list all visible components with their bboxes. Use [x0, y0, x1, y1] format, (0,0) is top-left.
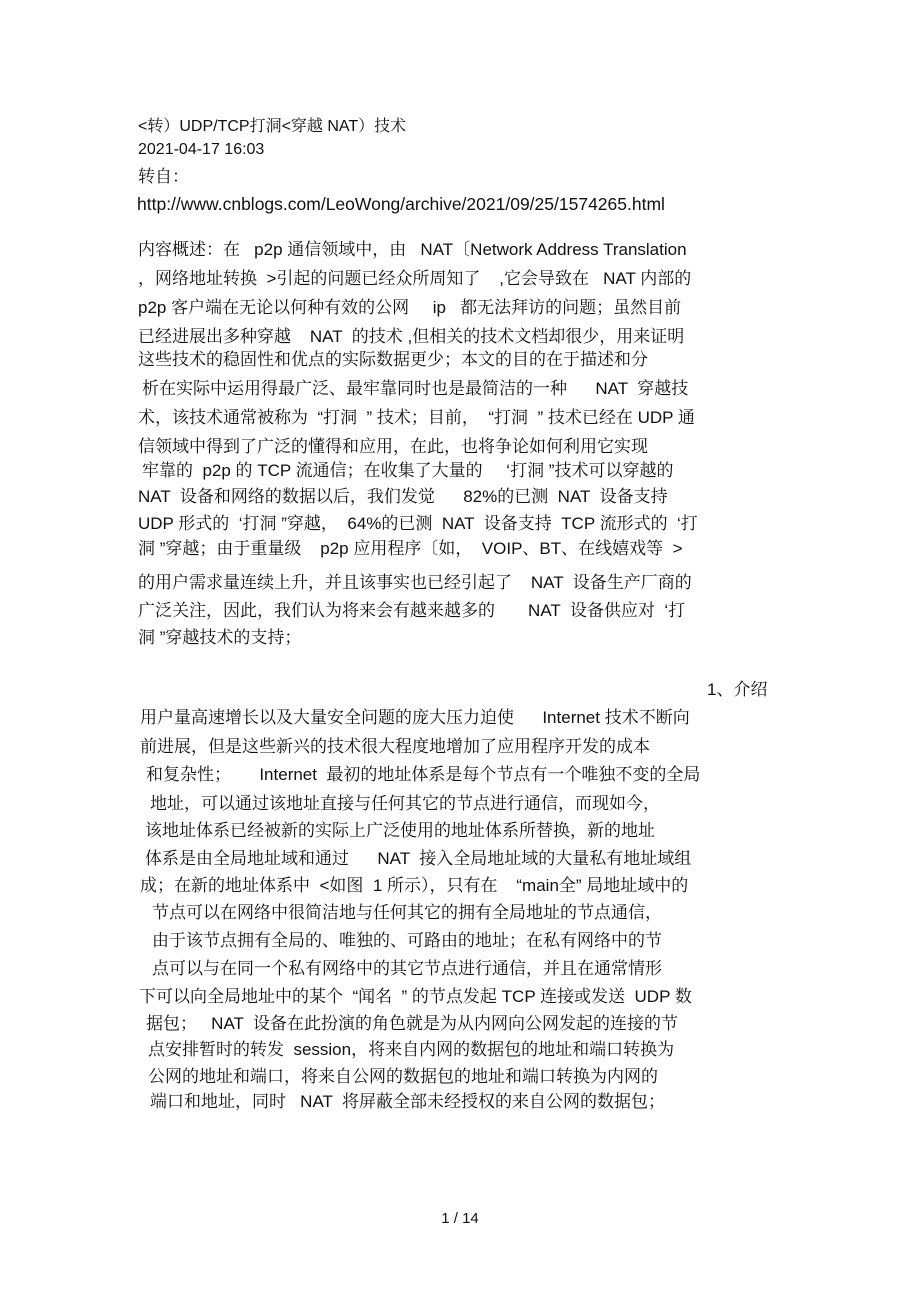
text-line: 点安排暂时的转发 session，将来自内网的数据包的地址和端口转换为 — [148, 1040, 675, 1059]
text-line: 用户量高速增长以及大量安全问题的庞大压力迫使 Internet 技术不断向 — [140, 708, 690, 727]
text-line: 点可以与在同一个私有网络中的其它节点进行通信，并且在通常情形 — [152, 959, 662, 978]
text-line: 析在实际中运用得最广泛、最牢靠同时也是最简洁的一种 NAT 穿越技 — [142, 379, 689, 398]
text-line: 地址，可以通过该地址直接与任何其它的节点进行通信，而现如今， — [150, 794, 660, 813]
text-line: 端口和地址，同时 NAT 将屏蔽全部未经授权的来自公网的数据包； — [150, 1092, 666, 1111]
source-label: 转自： — [138, 167, 189, 186]
text-line: 内容概述：在 p2p 通信领域中，由 NAT〔Network Address Translation — [138, 240, 687, 259]
text-line: 已经进展出多种穿越 NAT 的技术 ,但相关的技术文档却很少，用来证明 — [138, 327, 685, 346]
text-line: 广泛关注，因此，我们认为将来会有越来越多的 NAT 设备供应对 ‘打 — [138, 601, 686, 620]
text-line: 节点可以在网络中很简洁地与任何其它的拥有全局地址的节点通信， — [152, 903, 662, 922]
text-line: 该地址体系已经被新的实际上广泛使用的地址体系所替换，新的地址 — [145, 821, 655, 840]
text-line: 术，该技术通常被称为 “打洞 ” 技术；目前， “打洞 ” 技术已经在 UDP 通 — [138, 408, 695, 427]
text-line: 这些技术的稳固性和优点的实际数据更少；本文的目的在于描述和分 — [138, 350, 648, 369]
text-line: ，网络地址转换 >引起的问题已经众所周知了 ,它会导致在 NAT 内部的 — [138, 269, 692, 288]
text-line: 由于该节点拥有全局的、唯独的、可路由的地址；在私有网络中的节 — [152, 931, 662, 950]
text-line: 和复杂性； Internet 最初的地址体系是每个节点有一个唯独不变的全局 — [146, 765, 701, 784]
page-indicator: 1 / 14 — [441, 1210, 479, 1227]
text-line: 信领域中得到了广泛的懂得和应用，在此，也将争论如何利用它实现 — [138, 437, 648, 456]
text-line: 据包； NAT 设备在此扮演的角色就是为从内网向公网发起的连接的节 — [146, 1014, 679, 1033]
text-line: 的用户需求量连续上升，并且该事实也已经引起了 NAT 设备生产厂商的 — [138, 573, 692, 592]
text-line: 下可以向全局地址中的某个 “闻名 ” 的节点发起 TCP 连接或发送 UDP 数 — [139, 987, 692, 1006]
text-line: 前进展，但是这些新兴的技术很大程度地增加了应用程序开发的成本 — [140, 737, 650, 756]
section-heading: 1、介绍 — [707, 680, 768, 699]
text-line: 洞 ”穿越技术的支持； — [138, 628, 302, 647]
text-line: p2p 客户端在无论以何种有效的公网 ip 都无法拜访的问题；虽然目前 — [138, 298, 682, 317]
document-title: <转）UDP/TCP打洞<穿越 NAT）技术 — [138, 118, 407, 135]
document-date: 2021-04-17 16:03 — [138, 141, 265, 158]
text-line: 洞 ”穿越；由于重量级 p2p 应用程序〔如， VOIP、BT、在线嬉戏等 > — [138, 539, 683, 558]
text-line: NAT 设备和网络的数据以后，我们发觉 82%的已测 NAT 设备支持 — [138, 487, 668, 506]
text-line: 成；在新的地址体系中 <如图 1 所示），只有在 “main全” 局地址域中的 — [140, 876, 689, 895]
text-line: UDP 形式的 ‘打洞 ”穿越， 64%的已测 NAT 设备支持 TCP 流形式的 ‘打 — [138, 514, 698, 533]
text-line: 体系是由全局地址域和通过 NAT 接入全局地址域的大量私有地址域组 — [145, 849, 692, 868]
source-url: http://www.cnblogs.com/LeoWong/archive/2021/09/25/1574265.html — [137, 194, 665, 214]
text-line: 牢靠的 p2p 的 TCP 流通信；在收集了大量的 ‘打洞 ”技术可以穿越的 — [142, 461, 674, 480]
text-line: 公网的地址和端口，将来自公网的数据包的地址和端口转换为内网的 — [148, 1067, 658, 1086]
